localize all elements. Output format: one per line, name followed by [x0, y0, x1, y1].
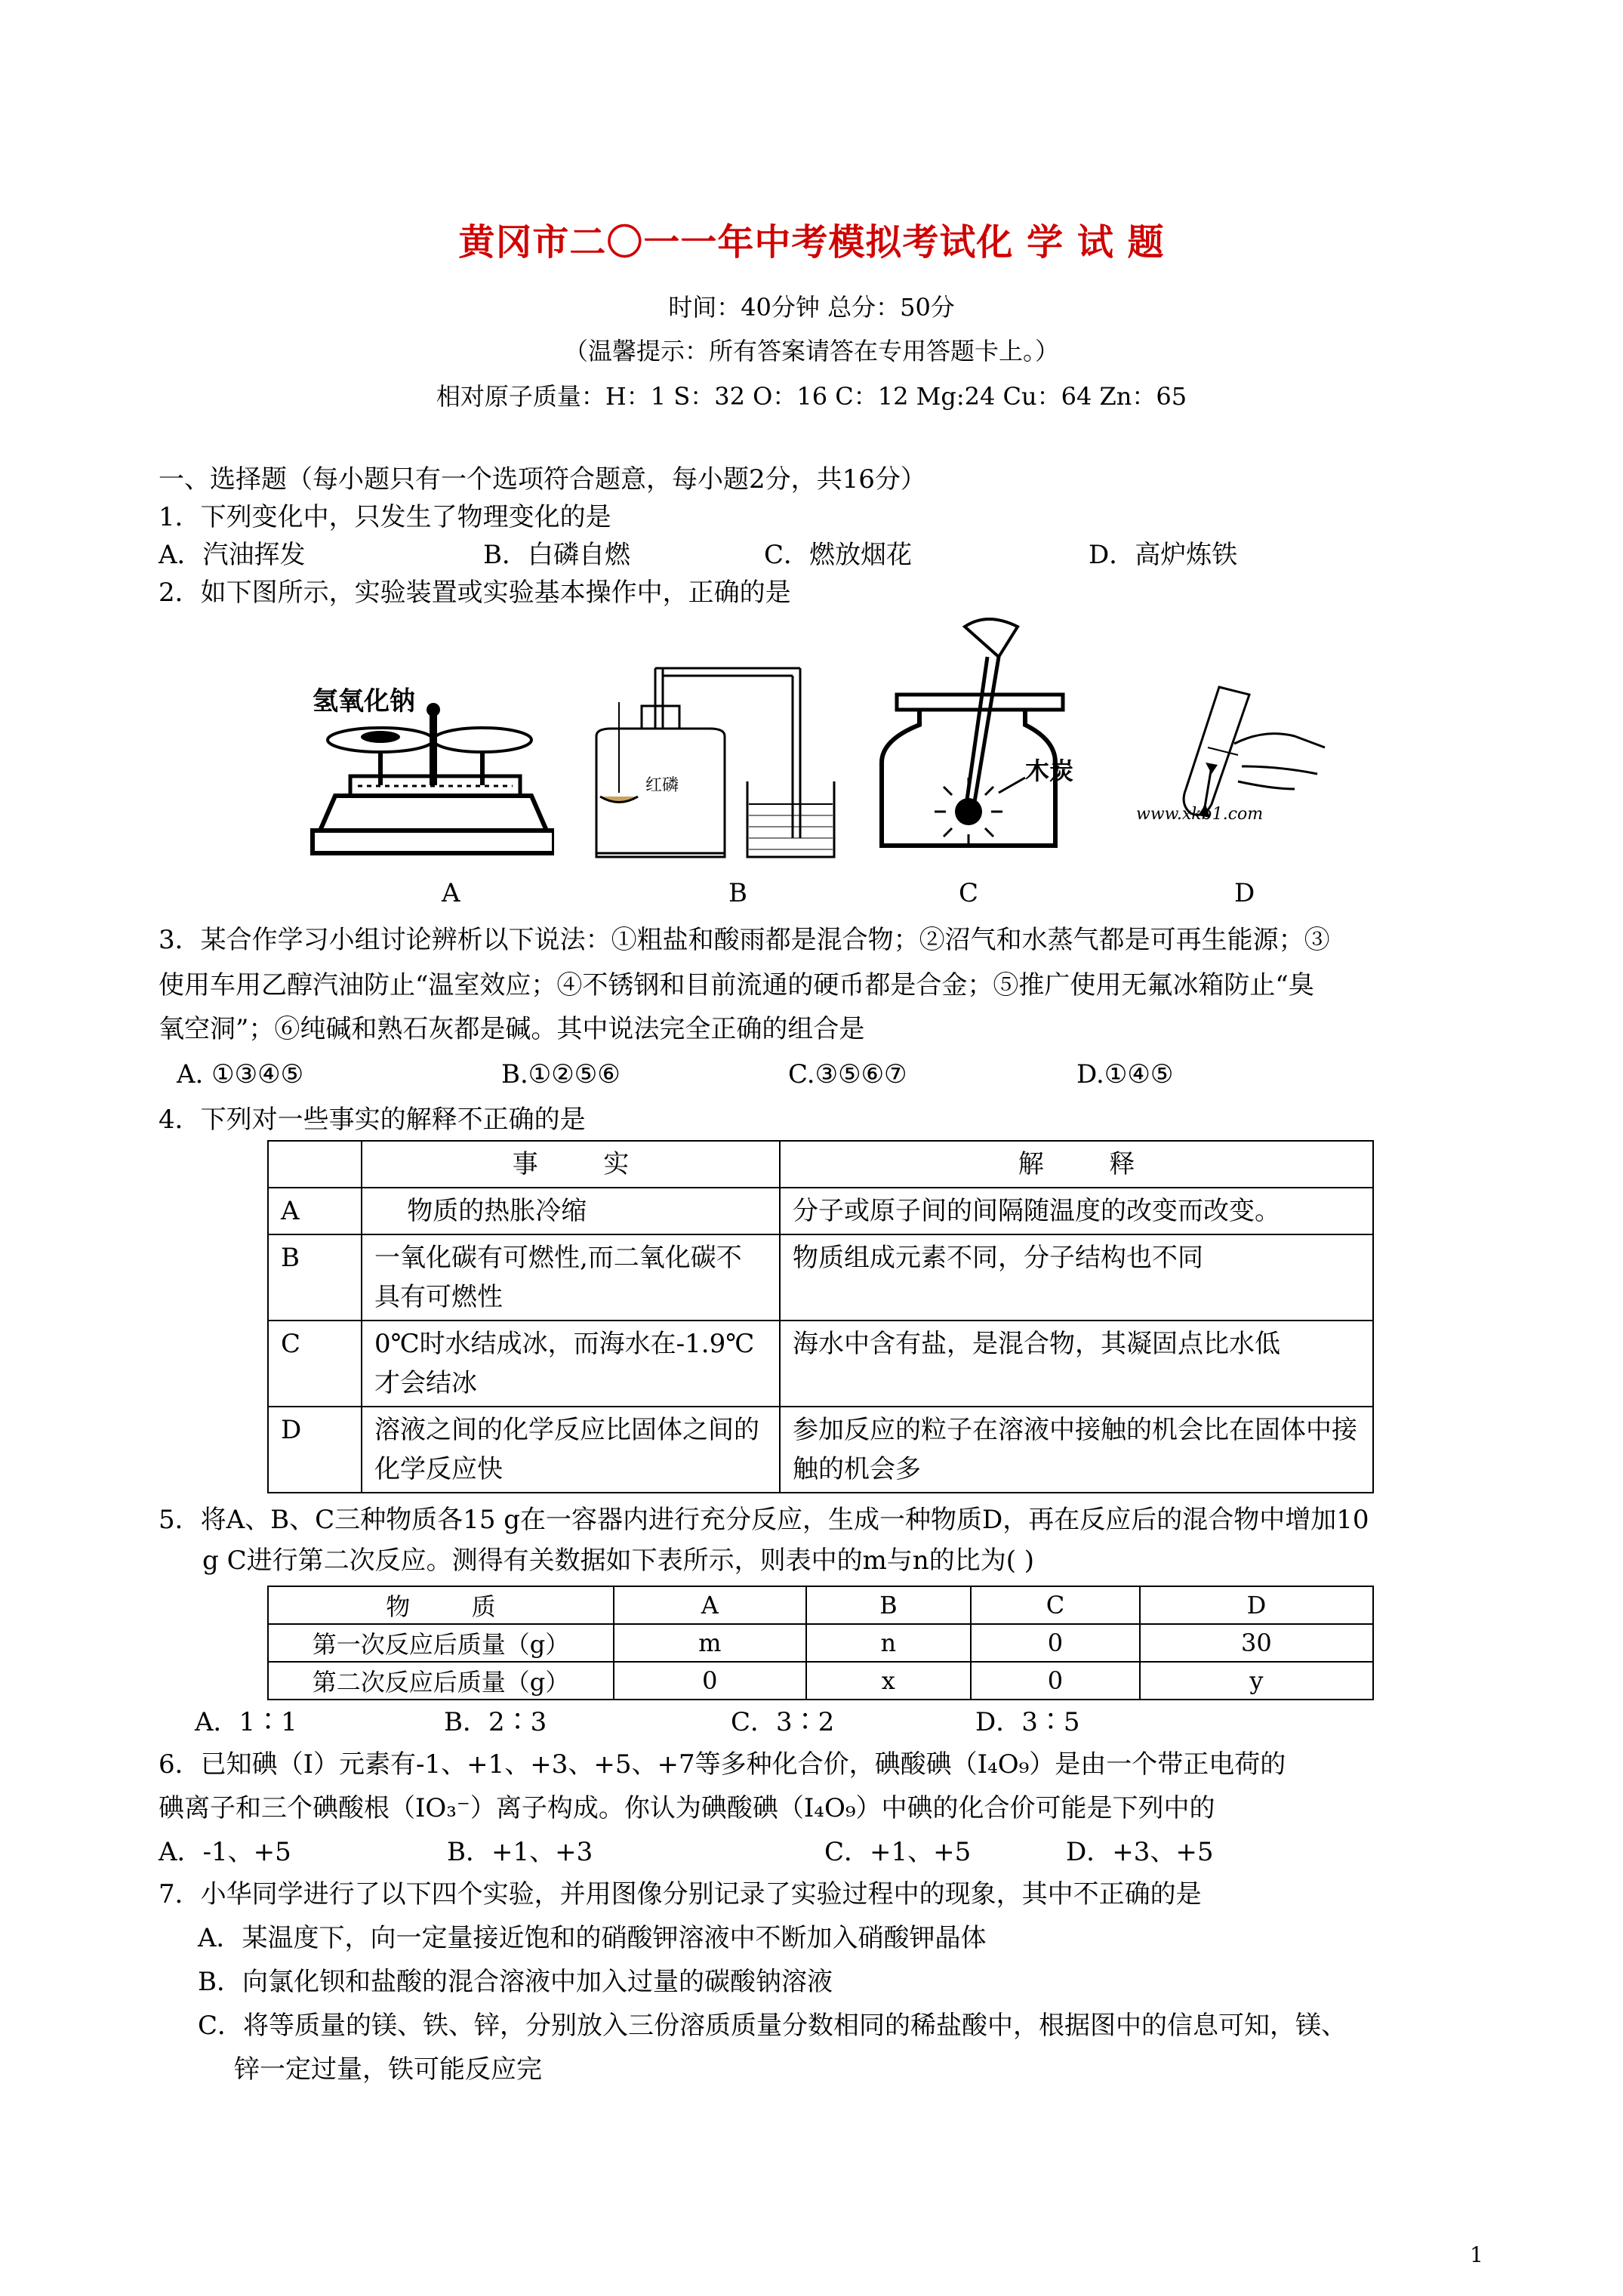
row-fact: 物质的热胀冷缩: [362, 1188, 780, 1234]
q7-option-c-line2: 锌一定过量，铁可能反应完: [234, 2054, 542, 2085]
row-explanation: 海水中含有盐，是混合物，其凝固点比水低: [780, 1321, 1373, 1407]
row-fact: 溶液之间的化学反应比固体之间的化学反应快: [362, 1407, 780, 1493]
cell: 0: [614, 1662, 806, 1700]
q3-line3: 氧空洞”；⑥纯碱和熟石灰都是碱。其中说法完全正确的组合是: [159, 1014, 865, 1044]
cell: 第二次反应后质量（g）: [268, 1662, 614, 1700]
cell: n: [806, 1624, 972, 1662]
atomic-masses: 相对原子质量：H：1 S：32 O：16 C：12 Mg:24 Cu：64 Zn：65: [436, 382, 1187, 411]
q1-option-c: C．燃放烟花: [764, 540, 913, 570]
q5-option-a: A．1∶1: [195, 1707, 297, 1737]
row-explanation: 分子或原子间的间隔随温度的改变而改变。: [780, 1188, 1373, 1234]
q1-option-d: D．高炉炼铁: [1089, 540, 1238, 570]
q5-option-d: D．3∶5: [975, 1707, 1080, 1737]
mass-header-d: D: [1140, 1586, 1373, 1624]
time-score: 时间：40分钟 总分：50分: [668, 293, 955, 322]
q5-line2: g C进行第二次反应。测得有关数据如下表所示，则表中的m与n的比为( ): [202, 1546, 1035, 1576]
q6-option-a: A．-1、+5: [159, 1837, 291, 1867]
charcoal-jar: [874, 612, 1123, 876]
balance-illustration: [305, 680, 554, 868]
charcoal-label: 木炭: [1025, 757, 1074, 785]
q6-option-c: C．+1、+5: [824, 1837, 972, 1867]
table-row: [268, 1624, 1373, 1662]
row-key: A: [268, 1188, 362, 1234]
table-row: [268, 1188, 1373, 1234]
q1-option-b: B．白磷自燃: [483, 540, 630, 570]
facts-header-row: [268, 1141, 1373, 1188]
table-row: [268, 1321, 1373, 1407]
q6-line1: 6．已知碘（I）元素有-1、+1、+3、+5、+7等多种化合价，碘酸碘（I₄O₉）是由一个带正电荷的: [159, 1749, 1286, 1780]
watermark-text: www.xkb1.com: [1136, 805, 1264, 824]
q3-option-c: C.③⑤⑥⑦: [788, 1059, 907, 1089]
q7-option-c-line1: C．将等质量的镁、铁、锌，分别放入三份溶质质量分数相同的稀盐酸中，根据图中的信息可知，镁、: [198, 2011, 1347, 2041]
q3-option-b: B.①②⑤⑥: [501, 1059, 621, 1089]
row-fact: 0℃时水结成冰，而海水在-1.9℃才会结冰: [362, 1321, 780, 1407]
q6-line2: 碘离子和三个碘酸根（IO₃⁻）离子构成。你认为碘酸碘（I₄O₉）中碘的化合价可能是下列中的: [159, 1793, 1215, 1823]
q3-option-d: D.①④⑤: [1076, 1059, 1174, 1089]
q3-line2: 使用车用乙醇汽油防止“温室效应；④不锈钢和目前流通的硬币都是合金；⑤推广使用无氟冰箱防止“臭: [159, 970, 1314, 1000]
cell: 第一次反应后质量（g）: [268, 1624, 614, 1662]
naoh-label: 氢氧化钠: [313, 686, 415, 717]
fig-caption-d: D: [1234, 878, 1255, 908]
row-key: D: [268, 1407, 362, 1493]
fig-caption-a: A: [442, 878, 460, 908]
q2-stem: 2．如下图所示，实验装置或实验基本操作中，正确的是: [159, 578, 791, 608]
q7-stem: 7．小华同学进行了以下四个实验，并用图像分别记录了实验过程中的现象，其中不正确的是: [159, 1879, 1202, 1909]
q3-option-a: A. ①③④⑤: [177, 1059, 304, 1089]
q4-stem: 4．下列对一些事实的解释不正确的是: [159, 1105, 586, 1135]
table-row: [268, 1407, 1373, 1493]
phosphorus-label: 红磷: [645, 776, 679, 795]
page-number: 1: [1470, 2242, 1483, 2267]
fig-caption-b: B: [728, 878, 747, 908]
q5-option-c: C．3∶2: [731, 1707, 835, 1737]
cell: 30: [1140, 1624, 1373, 1662]
cell: 0: [971, 1624, 1140, 1662]
row-key: C: [268, 1321, 362, 1407]
table-row: [268, 1234, 1373, 1321]
fig-caption-c: C: [959, 878, 979, 908]
cell: m: [614, 1624, 806, 1662]
facts-header-key: [268, 1141, 362, 1188]
phosphorus-apparatus: [574, 661, 845, 872]
mass-header-a: A: [614, 1586, 806, 1624]
facts-header-explanation: 解 释: [780, 1141, 1373, 1188]
cell: x: [806, 1662, 972, 1700]
exam-title: 黄冈市二〇一一年中考模拟考试化 学 试 题: [458, 221, 1165, 264]
row-explanation: 参加反应的粒子在溶液中接触的机会比在固体中接触的机会多: [780, 1407, 1373, 1493]
table-row: [268, 1662, 1373, 1700]
row-explanation: 物质组成元素不同，分子结构也不同: [780, 1234, 1373, 1321]
q6-option-d: D．+3、+5: [1066, 1837, 1214, 1867]
row-fact: 一氧化碳有可燃性,而二氧化碳不具有可燃性: [362, 1234, 780, 1321]
cell: y: [1140, 1662, 1373, 1700]
row-key: B: [268, 1234, 362, 1321]
q3-line1: 3．某合作学习小组讨论辨析以下说法：①粗盐和酸雨都是混合物；②沼气和水蒸气都是可再生能源；③: [159, 925, 1330, 955]
q6-option-b: B．+1、+3: [447, 1837, 593, 1867]
mass-header-row: [268, 1586, 1373, 1624]
mass-header-substance: 物 质: [268, 1586, 614, 1624]
mass-table: [267, 1586, 1374, 1700]
q7-option-a: A．某温度下，向一定量接近饱和的硝酸钾溶液中不断加入硝酸钾晶体: [198, 1923, 987, 1953]
q1-stem: 1．下列变化中，只发生了物理变化的是: [159, 502, 611, 532]
q1-option-a: A．汽油挥发: [159, 540, 306, 570]
facts-table: [267, 1140, 1374, 1493]
mass-header-b: B: [806, 1586, 972, 1624]
q7-option-b: B．向氯化钡和盐酸的混合溶液中加入过量的碳酸钠溶液: [198, 1967, 833, 1997]
q5-option-b: B．2∶3: [444, 1707, 547, 1737]
test-tube-hand: [1136, 676, 1332, 842]
cell: 0: [971, 1662, 1140, 1700]
facts-header-fact: 事 实: [362, 1141, 780, 1188]
section-heading: 一、选择题（每小题只有一个选项符合题意，每小题2分，共16分）: [159, 464, 926, 495]
mass-header-c: C: [971, 1586, 1140, 1624]
q5-line1: 5．将A、B、C三种物质各15 g在一容器内进行充分反应，生成一种物质D，再在反应后的混合物中增加10: [159, 1505, 1369, 1535]
reminder: （温馨提示：所有答案请答在专用答题卡上。）: [563, 337, 1059, 365]
